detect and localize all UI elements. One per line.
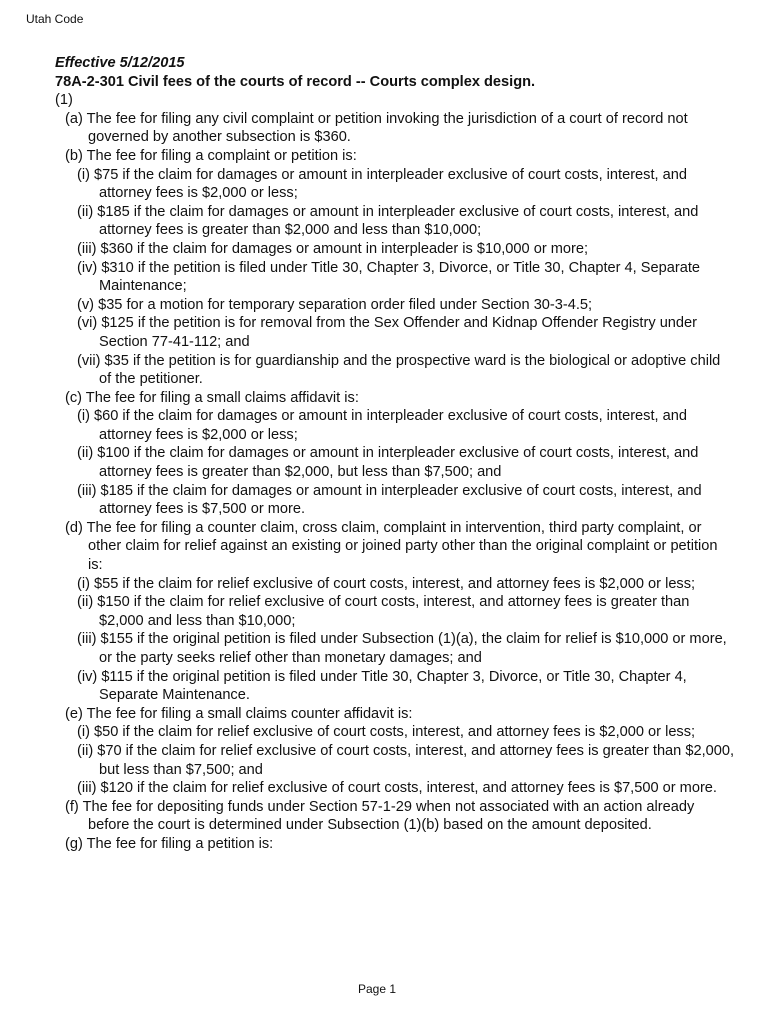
document-body <box>55 54 735 854</box>
paragraph: (i) $60 if the claim for damages or amount in interpleader exclusive of court costs, interest, and attorney fees is $2,000 or less; <box>77 408 687 443</box>
paragraph: (ii) $185 if the claim for damages or amount in interpleader exclusive of court costs, interest, and attorney fees is greater than $2,000 and less than $10,000; <box>77 203 699 239</box>
paragraph: (a) The fee for filing any civil complaint or petition invoking the jurisdiction of a court of record not governed by another subsection is $360. <box>65 110 688 146</box>
paragraph: (i) $55 if the claim for relief exclusive of court costs, interest, and attorney fees is $2,000 or less; <box>77 575 696 592</box>
paragraph: (iv) $115 if the original petition is filed under Title 30, Chapter 3, Divorce, or Title 30, Chapter 4, Separate Maintenance. <box>77 668 687 704</box>
paragraph: (e) The fee for filing a small claims counter affidavit is: <box>65 705 413 722</box>
paragraph: (ii) $100 if the claim for damages or amount in interpleader exclusive of court costs, interest, and attorney fees is greater than $2,000, but less than $7,500; and <box>77 445 699 481</box>
paragraph: (i) $50 if the claim for relief exclusive of court costs, interest, and attorney fees is $2,000 or less; <box>77 724 696 741</box>
paragraph: (ii) $70 if the claim for relief exclusive of court costs, interest, and attorney fees is greater than $2,000, but less than $7,500; and <box>77 742 735 778</box>
paragraph: (d) The fee for filing a counter claim, cross claim, complaint in intervention, third party complaint, or other claim for relief against an existing or joined party other than the original complaint or petition is: <box>65 519 718 574</box>
paragraph: (vi) $125 if the petition is for removal from the Sex Offender and Kidnap Offender Registry under Section 77-41-112; and <box>77 315 698 350</box>
paragraph: (iii) $360 if the claim for damages or amount in interpleader is $10,000 or more; <box>77 240 589 257</box>
paragraph: (iv) $310 if the petition is filed under Title 30, Chapter 3, Divorce, or Title 30, Chapter 4, Separate Maintenance; <box>77 259 700 295</box>
paragraph: (ii) $150 if the claim for relief exclusive of court costs, interest, and attorney fees is greater than $2,000 and less than $10,000; <box>77 594 690 629</box>
running-header: Utah Code <box>26 12 84 26</box>
paragraph: (g) The fee for filing a petition is: <box>65 835 274 852</box>
paragraph: (iii) $120 if the claim for relief exclusive of court costs, interest, and attorney fees is $7,500 or more. <box>77 780 717 797</box>
effective-date: Effective 5/12/2015 <box>55 55 185 71</box>
paragraph: (iii) $185 if the claim for damages or amount in interpleader exclusive of court costs, interest, and attorney fees is $7,500 or more. <box>77 482 702 518</box>
paragraph: (b) The fee for filing a complaint or petition is: <box>65 147 357 164</box>
paragraph: (f) The fee for depositing funds under Section 57-1-29 when not associated with an action already before the court is determined under Subsection (1)(b) based on the amount deposited. <box>65 798 695 834</box>
section-title: 78A-2-301 Civil fees of the courts of record -- Courts complex design. <box>55 73 536 90</box>
page-number: Page 1 <box>357 982 397 996</box>
paragraph: (iii) $155 if the original petition is filed under Subsection (1)(a), the claim for relief is $10,000 or more, or the party seeks relief other than monetary damages; and <box>77 631 727 666</box>
paragraph: (v) $35 for a motion for temporary separation order filed under Section 30-3-4.5; <box>77 296 593 313</box>
paragraph: (vii) $35 if the petition is for guardianship and the prospective ward is the biological or adoptive child of the petitioner. <box>77 352 721 388</box>
subsection-label: (1) <box>55 92 73 109</box>
paragraph: (i) $75 if the claim for damages or amount in interpleader exclusive of court costs, interest, and attorney fees is $2,000 or less; <box>77 166 687 202</box>
paragraph: (c) The fee for filing a small claims affidavit is: <box>65 389 359 406</box>
